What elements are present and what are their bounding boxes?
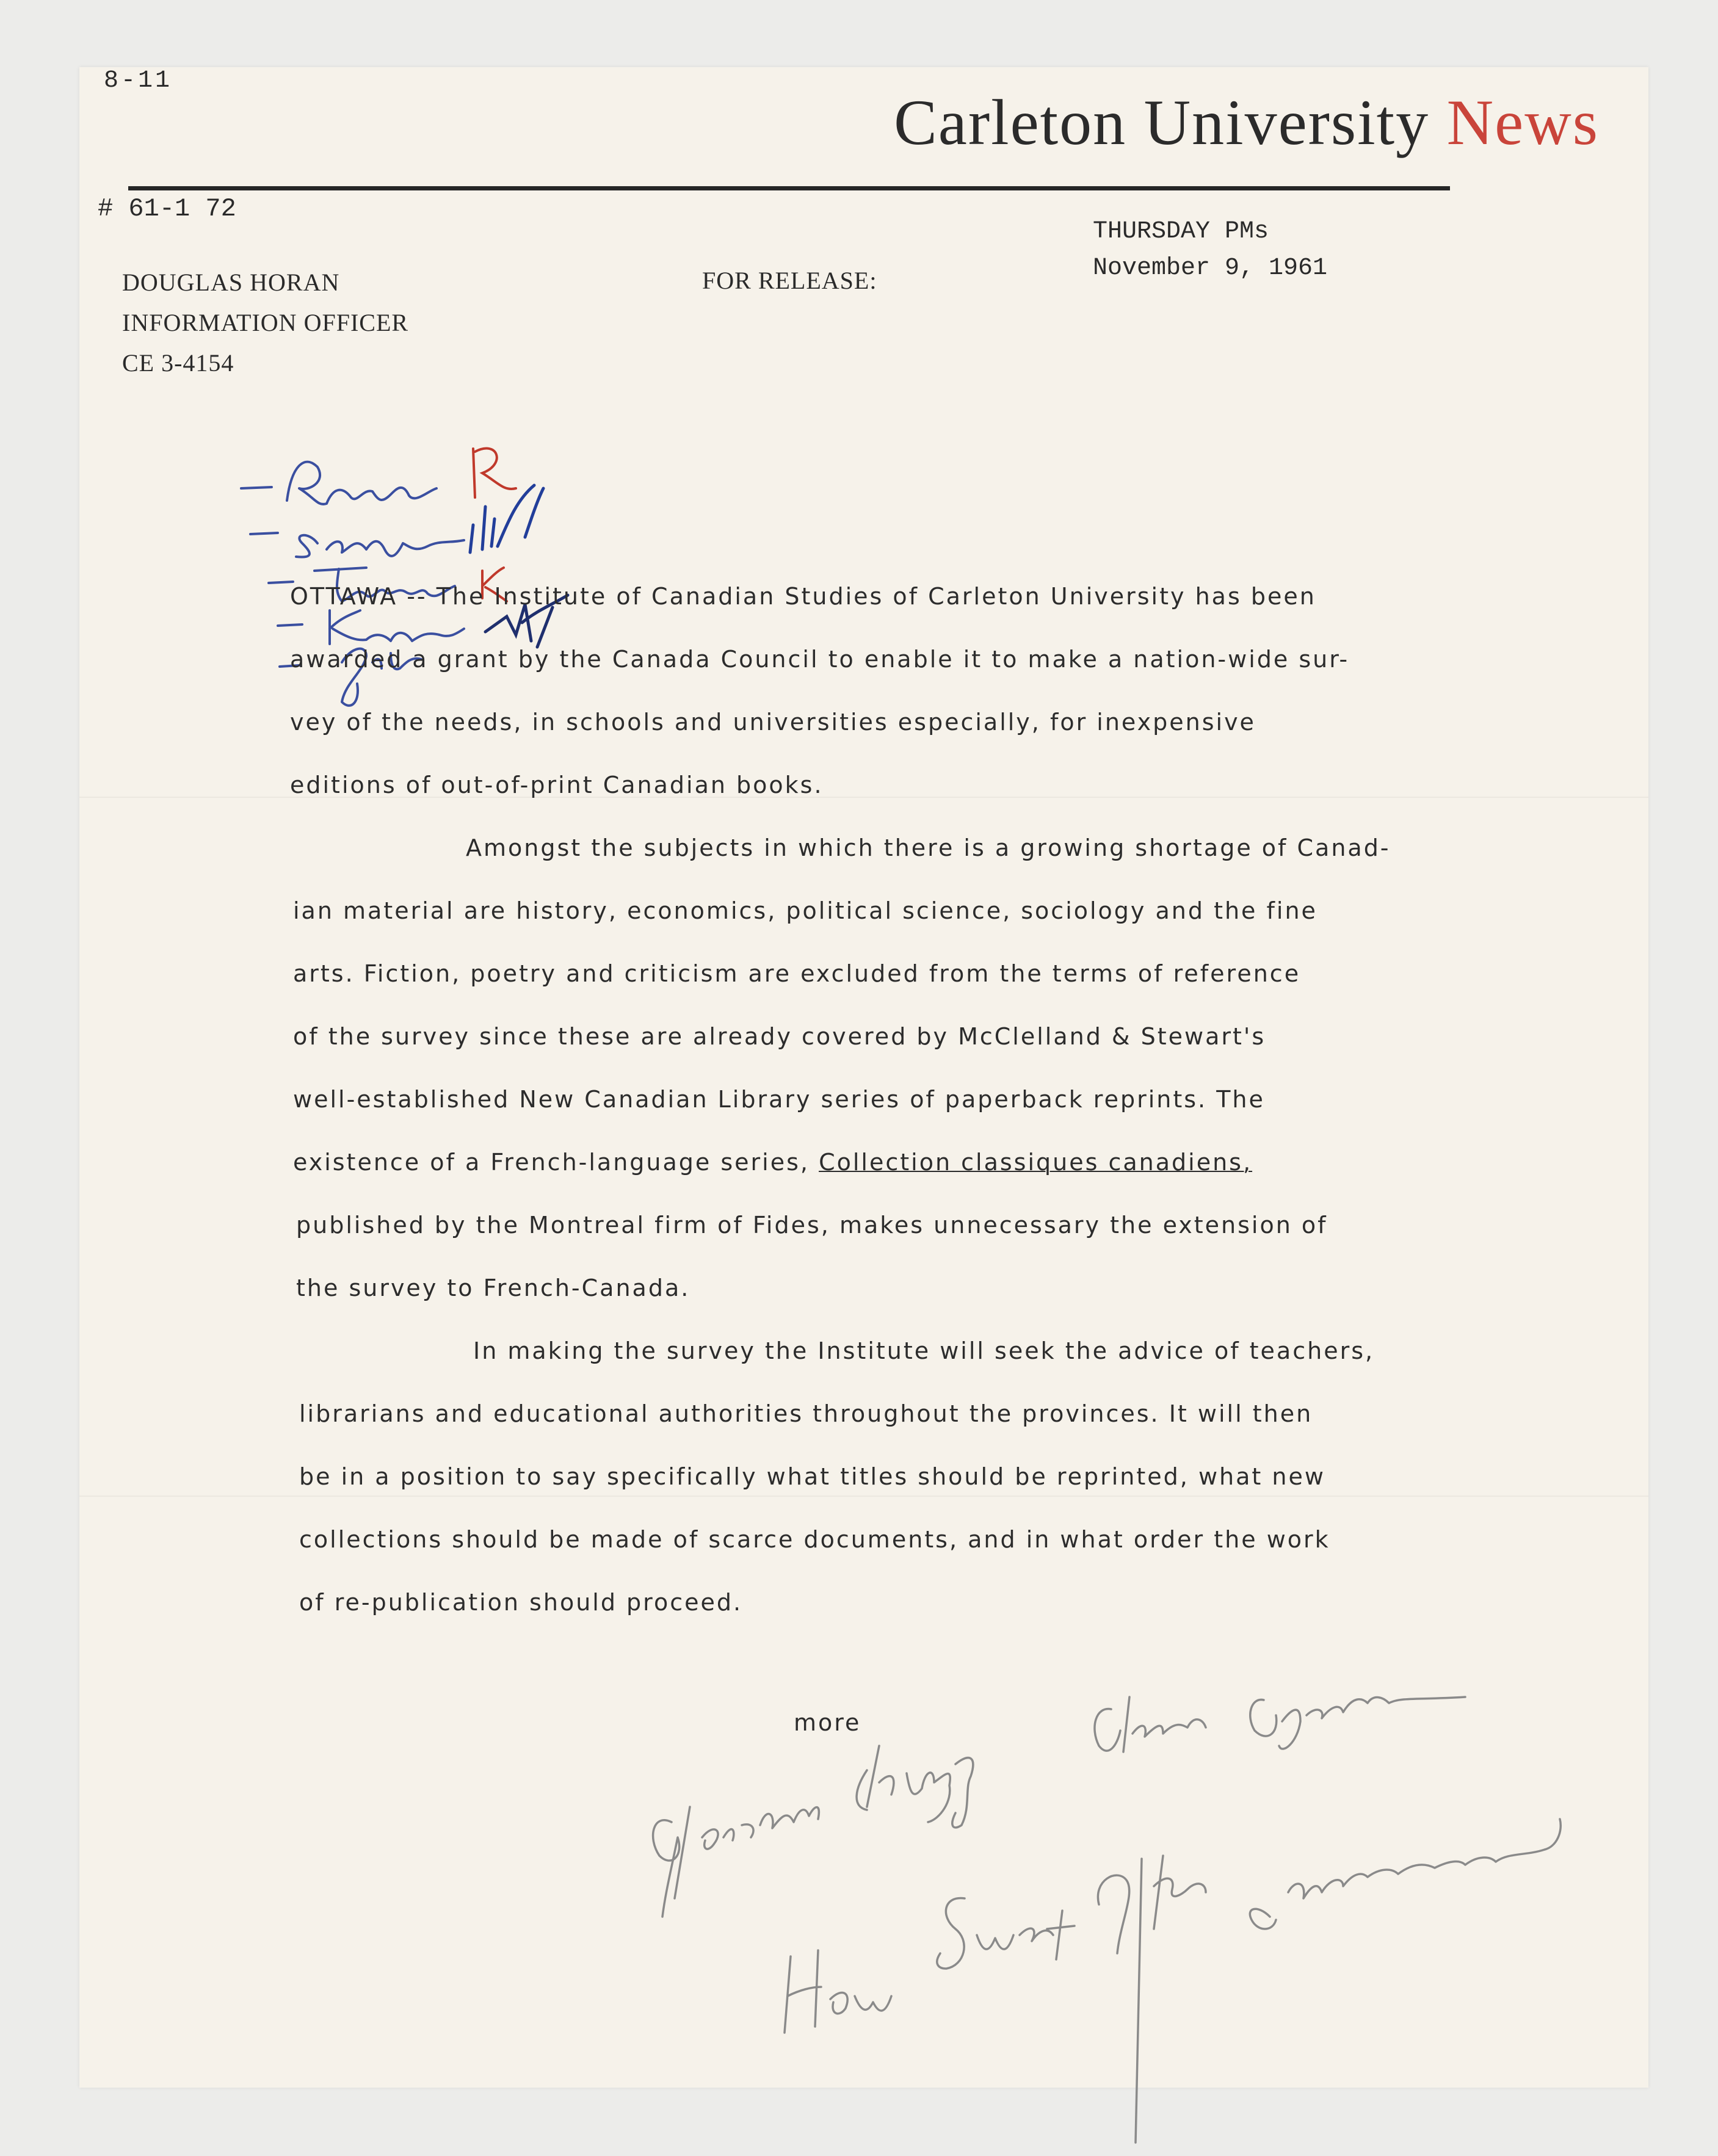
body-line: Amongst the subjects in which there is a growing shortage of Canad- [466,834,1391,861]
contact-name: DOUGLAS HORAN [122,269,340,296]
body-line: of the survey since these are already covered by McClelland & Stewart's [293,1023,1266,1050]
body-line: vey of the needs, in schools and universities especially, for inexpensive [290,709,1256,736]
body-line: the survey to French-Canada. [296,1275,690,1301]
series-title: Collection classiques canadiens, [819,1149,1253,1176]
body-line: of re-publication should proceed. [299,1589,743,1616]
body-line: In making the survey the Institute will seek the advice of teachers, [473,1337,1375,1364]
masthead-name: Carleton University [894,87,1430,158]
body-line: collections should be made of scarce documents, and in what order the work [299,1526,1330,1553]
release-timing: THURSDAY PMs [1093,218,1269,245]
continuation-marker: more [794,1709,861,1736]
for-release-label: FOR RELEASE: [702,267,877,294]
body-line-text: existence of a French-language series, [293,1149,810,1176]
body-line: be in a position to say specifically what titles should be reprinted, what new [299,1463,1325,1490]
body-line: editions of out-of-print Canadian books. [290,772,824,798]
body-line: published by the Montreal firm of Fides, makes unnecessary the extension of [296,1212,1328,1239]
contact-phone: CE 3-4154 [122,349,234,377]
body-line: ian material are history, economics, political science, sociology and the fine [293,897,1317,924]
release-number: # 61-1 72 [98,194,236,223]
body-line: awarded a grant by the Canada Council to enable it to make a nation-wide sur- [290,646,1350,673]
body-line: well-established New Canadian Library series of paperback reprints. The [293,1086,1265,1113]
body-line: librarians and educational authorities throughout the provinces. It will then [299,1400,1313,1427]
masthead-news: News [1446,87,1599,158]
release-date: November 9, 1961 [1093,255,1328,282]
body-line: OTTAWA -- The Institute of Canadian Studies of Carleton University has been [290,583,1316,610]
contact-title: INFORMATION OFFICER [122,309,409,336]
body-line: arts. Fiction, poetry and criticism are excluded from the terms of reference [293,960,1301,987]
file-number: 8-11 [104,67,173,95]
